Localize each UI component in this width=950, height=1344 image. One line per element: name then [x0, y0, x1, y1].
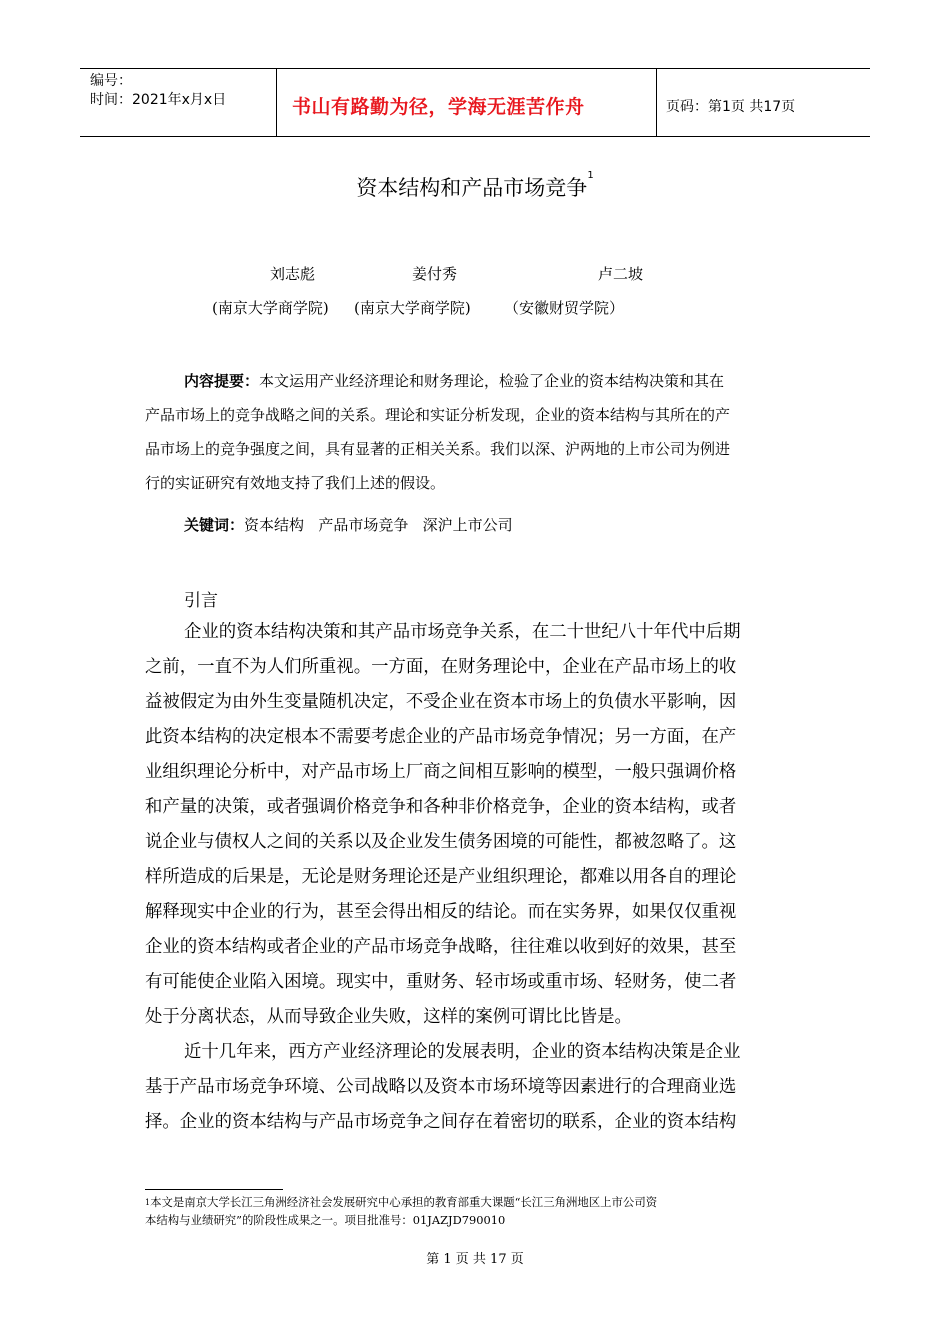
body-line: 企业的资本结构或者企业的产品市场竞争战略，往往难以收到好的效果，甚至 [145, 937, 737, 957]
abstract-label: 内容提要： [184, 372, 260, 390]
author-name-2: 姜付秀 [412, 265, 458, 283]
keywords [184, 515, 513, 535]
author-affiliation-1: (南京大学商学院) [212, 299, 329, 317]
footnote-rule [145, 1189, 283, 1190]
header-top-rule [80, 68, 870, 69]
header-page-info: 页码：第1页 共17页 [666, 99, 796, 115]
abstract-line-2: 产品市场上的竞争战略之间的关系。理论和实证分析发现，企业的资本结构与其所在的产 [145, 406, 731, 424]
body-line: 业组织理论分析中，对产品市场上厂商之间相互影响的模型，一般只强调价格 [145, 762, 737, 782]
abstract-line-4: 行的实证研究有效地支持了我们上述的假设。 [145, 474, 446, 492]
footnote-line-1 [145, 1194, 657, 1211]
body-line: 择。企业的资本结构与产品市场竞争之间存在着密切的联系，企业的资本结构 [145, 1112, 737, 1132]
author-affiliation-2: (南京大学商学院) [354, 299, 471, 317]
body-line: 样所造成的后果是，无论是财务理论还是产业组织理论，都难以用各自的理论 [145, 867, 737, 887]
abstract-line-1 [184, 371, 724, 391]
section-title: 引言 [184, 591, 218, 611]
body-line: 益被假定为由外生变量随机决定，不受企业在资本市场上的负债水平影响，因 [145, 692, 737, 712]
body-line: 处于分离状态，从而导致企业失败，这样的案例可谓比比皆是。 [145, 1007, 632, 1027]
body-line: 解释现实中企业的行为，甚至会得出相反的结论。而在实务界，如果仅仅重视 [145, 902, 737, 922]
document-number-label: 编号： [90, 73, 132, 89]
body-line: 基于产品市场竞争环境、公司战略以及资本市场环境等因素进行的合理商业选 [145, 1077, 737, 1097]
footnote-line-2: 本结构与业绩研究”的阶段性成果之一。项目批准号：01JAZJD790010 [145, 1213, 506, 1227]
footnote-text: 本文是南京大学长江三角洲经济社会发展研究中心承担的教育部重大课题“长江三角洲地区上市公司资 [150, 1195, 658, 1209]
page-title [0, 172, 950, 202]
title-text: 资本结构和产品市场竞争 [356, 176, 588, 200]
page-footer: 第 1 页 共 17 页 [426, 1252, 524, 1267]
footnote-mark: 1 [145, 1198, 151, 1207]
body-line: 近十几年来，西方产业经济理论的发展表明，企业的资本结构决策是企业 [184, 1042, 741, 1062]
body-line: 有可能使企业陷入困境。现实中，重财务、轻市场或重市场、轻财务，使二者 [145, 972, 737, 992]
author-affiliation-3: （安徽财贸学院） [504, 299, 625, 317]
header-motto: 书山有路勤为径，学海无涯苦作舟 [292, 96, 585, 118]
keywords-text: 资本结构 产品市场竞争 深沪上市公司 [244, 516, 513, 534]
document-time-label: 时间：2021年x月x日 [90, 92, 227, 108]
keywords-label: 关键词： [184, 516, 245, 534]
body-line: 此资本结构的决定根本不需要考虑企业的产品市场竞争情况；另一方面，在产 [145, 727, 737, 747]
body-line: 和产量的决策，或者强调价格竞争和各种非价格竞争，企业的资本结构，或者 [145, 797, 737, 817]
abstract-text: 本文运用产业经济理论和财务理论，检验了企业的资本结构决策和其在 [259, 372, 725, 390]
header-divider-left [276, 68, 277, 136]
body-line: 企业的资本结构决策和其产品市场竞争关系，在二十世纪八十年代中后期 [184, 622, 741, 642]
author-name-3: 卢二坡 [598, 265, 644, 283]
body-line: 之前，一直不为人们所重视。一方面，在财务理论中，企业在产品市场上的收 [145, 657, 737, 677]
body-line: 说企业与债权人之间的关系以及企业发生债务困境的可能性，都被忽略了。这 [145, 832, 737, 852]
abstract-line-3: 品市场上的竞争强度之间，具有显著的正相关关系。我们以深、沪两地的上市公司为例进 [145, 440, 731, 458]
header-divider-right [656, 68, 657, 136]
title-footnote-mark: 1 [587, 170, 594, 181]
header-bottom-rule [80, 136, 870, 137]
author-name-1: 刘志彪 [270, 265, 316, 283]
